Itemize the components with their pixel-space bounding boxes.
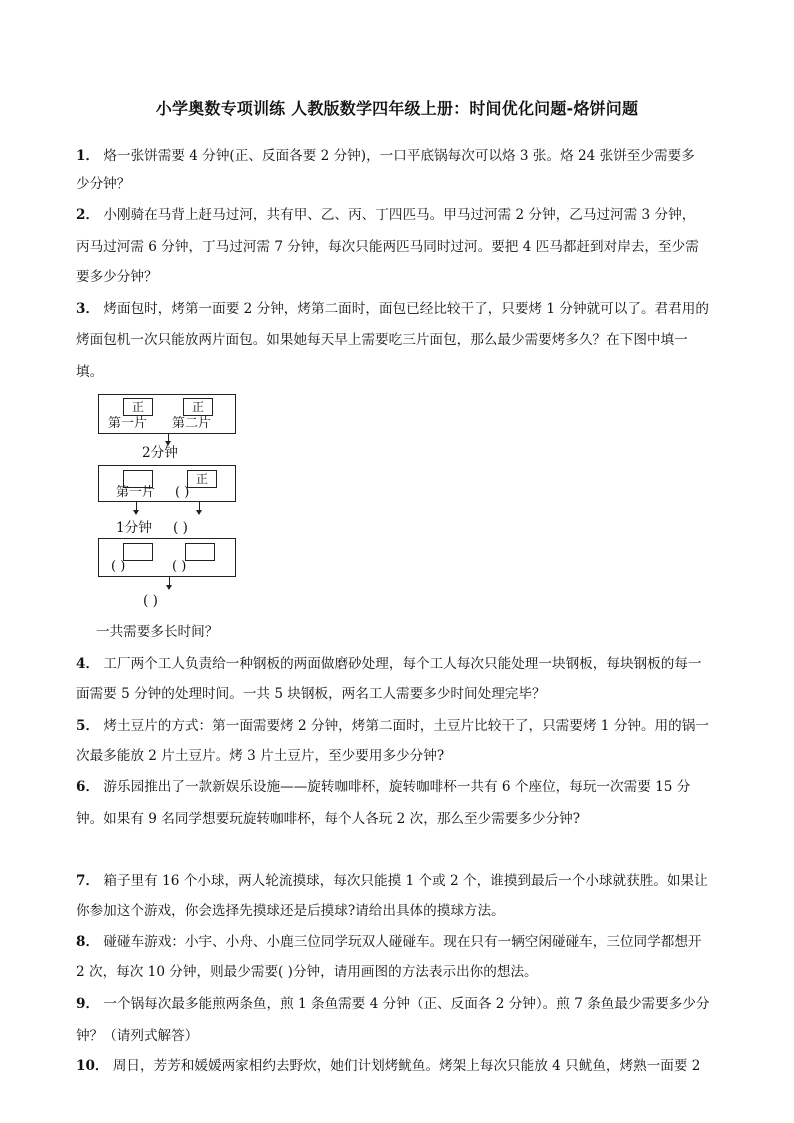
piece2-label: 第二片 [172, 416, 212, 431]
question-number: 10． [76, 1058, 109, 1074]
question-text: 填。 [76, 364, 104, 380]
question-number: 7． [76, 873, 100, 889]
question-number: 3． [76, 301, 100, 317]
question-line [76, 746, 744, 766]
total-time-question: 一共需要多长时间？ [96, 624, 219, 640]
question-text: 烤面包机一次只能放两片面包。如果她每天早上需要吃三片面包，那么最少需要烤多久？在下图中填一 [76, 332, 688, 348]
blank-answer: ( ) [111, 559, 126, 574]
question-text: 少分钟？ [76, 176, 131, 192]
question-line [76, 994, 744, 1014]
question-line [76, 237, 744, 257]
question-text: 2 次，每次 10 分钟，则最少需要( )分钟，请用画图的方法表示出你的想法。 [76, 964, 538, 980]
question-line [76, 654, 744, 674]
page-title: 小学奥数专项训练 人教版数学四年级上册：时间优化问题-烙饼问题 [155, 99, 639, 118]
question-line [76, 932, 744, 952]
question-text: 钟。如果有 9 名同学想要玩旋转咖啡杯，每个人各玩 2 次，那么至少需要多少分钟? [76, 811, 581, 827]
question-line [76, 962, 744, 982]
question-text: 工厂两个工人负责给一种钢板的两面做磨砂处理，每个工人每次只能处理一块钢板，每块钢板的每一 [103, 656, 702, 672]
diagram-step2-box [98, 465, 236, 502]
step2-time: 1分钟 [116, 520, 152, 536]
diagram-step3-box [98, 538, 236, 577]
question-text: 游乐园推出了一款新娱乐设施——旋转咖啡杯，旋转咖啡杯一共有 6 个座位，每玩一次需要 15 分 [103, 779, 691, 795]
question-text: 烤面包时，烤第一面要 2 分钟，烤第二面时，面包已经比较干了，只要烤 1 分钟就可以了。君君用的 [103, 301, 709, 317]
question-line [76, 299, 744, 319]
question-line [76, 901, 744, 921]
question-number: 2． [76, 207, 100, 223]
question-number: 4． [76, 656, 100, 672]
question-text: 周日，芳芳和媛媛两家相约去野炊，她们计划烤鱿鱼。烤架上每次只能放 4 只鱿鱼，烤熟一面要 2 [112, 1058, 701, 1074]
step1-time: 2分钟 [142, 445, 178, 461]
question-text: 丙马过河需 6 分钟，丁马过河需 7 分钟，每次只能两匹马同时过河。要把 4 匹马都赶到对岸去，至少需 [76, 239, 699, 255]
question-text: 小刚骑在马背上赶马过河，共有甲、乙、丙、丁四匹马。甲马过河需 2 分钟，乙马过河需 3 分钟， [103, 207, 696, 223]
question-line [76, 809, 744, 829]
question-line [76, 1056, 744, 1076]
question-text: 烙一张饼需要 4 分钟(正、反面各要 2 分钟)，一口平底锅每次可以烙 3 张。烙 24 张饼至少需要多 [103, 148, 695, 164]
question-line [76, 174, 744, 194]
piece1-label: 第一片 [108, 416, 148, 431]
question-number: 8． [76, 934, 100, 950]
question-line [76, 1026, 744, 1046]
question-text: 面需要 5 分钟的处理时间。一共 5 块钢板，两名工人需要多少时间处理完毕？ [76, 686, 546, 702]
front-label-2: 正 [183, 398, 213, 416]
blank-square [123, 543, 153, 561]
arrow-down-icon [136, 501, 137, 510]
diagram-step1-box [98, 394, 236, 434]
question-line [76, 330, 744, 350]
question-text: 钟？（请列式解答） [76, 1028, 199, 1044]
question-number: 1． [76, 148, 100, 164]
final-blank: ( ) [143, 593, 158, 609]
question-line [76, 267, 744, 287]
question-text: 要多少分钟？ [76, 269, 158, 285]
question-text: 你参加这个游戏，你会选择先摸球还是后摸球?请给出具体的摸球方法。 [76, 903, 505, 919]
arrow-down-icon [168, 433, 169, 441]
arrow-down-icon [169, 576, 170, 585]
question-text: 箱子里有 16 个小球，两人轮流摸球，每次只能摸 1 个或 2 个，谁摸到最后一个小球就获胜。如果让 [103, 873, 708, 889]
question-text: 一个锅每次最多能煎两条鱼，煎 1 条鱼需要 4 分钟（正、反面各 2 分钟）。煎 7 条鱼最少需要多少分 [103, 996, 710, 1012]
arrow-down-icon [199, 501, 200, 510]
blank-answer: ( ) [172, 559, 187, 574]
piece1-label: 第一片 [116, 485, 156, 500]
question-number: 6． [76, 779, 100, 795]
question-line [76, 205, 744, 225]
question-line [76, 716, 744, 736]
question-text: 烤土豆片的方式：第一面需要烤 2 分钟，烤第二面时，土豆片比较干了，只需要烤 1 分钟。用的锅一 [103, 718, 709, 734]
front-label-3: 正 [187, 470, 217, 488]
question-line [76, 146, 744, 166]
question-line [76, 684, 744, 704]
question-number: 5． [76, 718, 100, 734]
blank-answer: ( ) [175, 485, 190, 500]
question-number: 9． [76, 996, 100, 1012]
question-text: 次最多能放 2 片土豆片。烤 3 片土豆片，至少要用多少分钟? [76, 748, 445, 764]
question-line [76, 362, 744, 382]
step2-blank: ( ) [173, 520, 188, 536]
front-label-1: 正 [123, 398, 153, 416]
question-line [76, 871, 744, 891]
question-line [76, 777, 744, 797]
question-text: 碰碰车游戏：小宇、小舟、小鹿三位同学玩双人碰碰车。现在只有一辆空闲碰碰车，三位同学都想开 [103, 934, 702, 950]
toast-diagram [98, 394, 248, 614]
blank-square [185, 543, 215, 561]
